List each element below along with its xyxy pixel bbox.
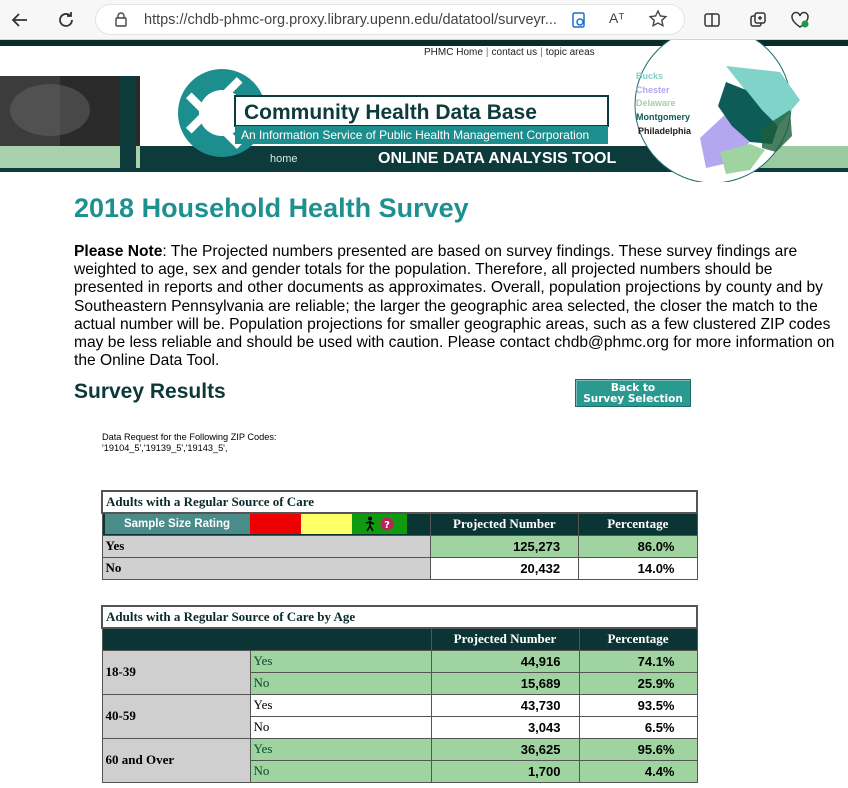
age-group-label: 40-59 [102, 694, 250, 738]
projected-value: 125,273 [430, 535, 578, 557]
browser-toolbar [0, 0, 848, 40]
note-label: Please Note [74, 243, 163, 260]
county-delaware: Delaware [636, 98, 676, 108]
projected-value: 3,043 [431, 716, 579, 738]
phmc-home-link[interactable]: PHMC Home [424, 47, 483, 58]
percentage-value: 95.6% [579, 738, 697, 760]
percentage-value: 14.0% [579, 557, 697, 579]
survey-results-heading: Survey Results [74, 380, 226, 403]
table-row [102, 650, 697, 672]
county-montgomery: Montgomery [636, 112, 690, 122]
percentage-value: 6.5% [579, 716, 697, 738]
regular-source-of-care-table [101, 490, 698, 580]
table-row [102, 535, 697, 557]
percentage-value: 25.9% [579, 672, 697, 694]
refresh-icon[interactable] [52, 6, 80, 34]
request-zips: '19104_5','19139_5','19143_5', [102, 443, 228, 453]
header-banner [0, 40, 848, 182]
percentage-value: 74.1% [579, 650, 697, 672]
projected-value: 44,916 [431, 650, 579, 672]
back-to-survey-selection-button[interactable] [575, 379, 691, 407]
svg-text:?: ? [384, 520, 390, 532]
col-projected-number: Projected Number [430, 513, 578, 535]
lock-icon[interactable] [114, 11, 128, 32]
projected-value: 1,700 [431, 760, 579, 782]
row-label: Yes [102, 535, 430, 557]
age-group-label: 18-39 [102, 650, 250, 694]
regular-source-of-care-by-age-table [101, 605, 698, 783]
row-label: Yes [250, 694, 431, 716]
sample-size-rating-label: Sample Size Rating [105, 514, 250, 534]
col-percentage: Percentage [579, 513, 697, 535]
percentage-value: 4.4% [579, 760, 697, 782]
projected-value: 43,730 [431, 694, 579, 716]
row-label: No [250, 716, 431, 738]
topic-areas-link[interactable]: topic areas [545, 47, 595, 58]
walking-person-icon [364, 516, 376, 532]
percentage-value: 93.5% [579, 694, 697, 716]
col-projected-number: Projected Number [431, 628, 579, 650]
col-percentage: Percentage [579, 628, 697, 650]
header-links: PHMC Home | contact us | topic areas [424, 47, 595, 58]
row-label: Yes [250, 738, 431, 760]
table-row [102, 738, 697, 760]
projected-value: 15,689 [431, 672, 579, 694]
county-bucks: Bucks [636, 71, 664, 81]
logo-subtitle: An Information Service of Public Health Management Corporation [241, 128, 590, 142]
split-screen-icon[interactable] [698, 6, 726, 34]
rating-red-swatch [250, 514, 301, 534]
county-chester: Chester [636, 85, 670, 95]
logo-title: Community Health Data Base [244, 101, 537, 124]
row-label: No [102, 557, 430, 579]
row-label: No [250, 672, 431, 694]
url-text[interactable]: https://chdb-phmc-org.proxy.library.upenn.edu/datatool/surveyr... [144, 12, 557, 28]
request-label: Data Request for the Following ZIP Codes: [102, 432, 277, 442]
table1-title: Adults with a Regular Source of Care [102, 491, 697, 513]
collections-icon[interactable] [744, 6, 772, 34]
table2-header-blank [102, 628, 431, 650]
tool-title: ONLINE DATA ANALYSIS TOOL [378, 150, 617, 167]
projected-value: 20,432 [430, 557, 578, 579]
percentage-value: 86.0% [579, 535, 697, 557]
back-button-label: Back to Survey Selection [583, 382, 683, 405]
browser-essentials-icon[interactable] [786, 6, 814, 34]
rating-yellow-swatch [301, 514, 352, 534]
county-philadelphia: Philadelphia [638, 126, 692, 136]
home-link[interactable]: home [270, 153, 298, 165]
sample-size-rating-cell [102, 513, 430, 535]
page-title: 2018 Household Health Survey [74, 193, 469, 223]
back-arrow-icon[interactable] [6, 6, 34, 34]
zip-request-info [102, 432, 276, 454]
read-aloud-icon[interactable]: Aᵀ [609, 10, 625, 26]
age-group-label: 60 and Over [102, 738, 250, 782]
row-label: No [250, 760, 431, 782]
table-row [102, 557, 697, 579]
rating-green-swatch [352, 514, 407, 534]
contact-us-link[interactable]: contact us [491, 47, 538, 58]
note-text: : The Projected numbers presented are based on survey findings. These survey findings are weighted to age, sex and gender totals for the population. Therefore, all projected numbers should be presented in reports and other documents as approximates. Overall, population projections by county and by Southeastern Pennsylvania are reliable; the larger the geographic area selected, the closer the match to the actual number will be. Population projections for smaller geographic areas, such as a few clustered ZIP codes may be less reliable and should be used with caution. Please contact chdb@phmc.org for more information on the Online Data Tool. [74, 243, 835, 370]
help-question-icon[interactable] [380, 517, 394, 531]
favorite-star-icon[interactable] [648, 9, 668, 34]
app-available-icon[interactable] [570, 11, 588, 34]
please-note-paragraph [74, 243, 844, 370]
address-bar[interactable] [95, 4, 685, 35]
table-row [102, 694, 697, 716]
table2-title: Adults with a Regular Source of Care by Age [102, 606, 697, 628]
projected-value: 36,625 [431, 738, 579, 760]
row-label: Yes [250, 650, 431, 672]
